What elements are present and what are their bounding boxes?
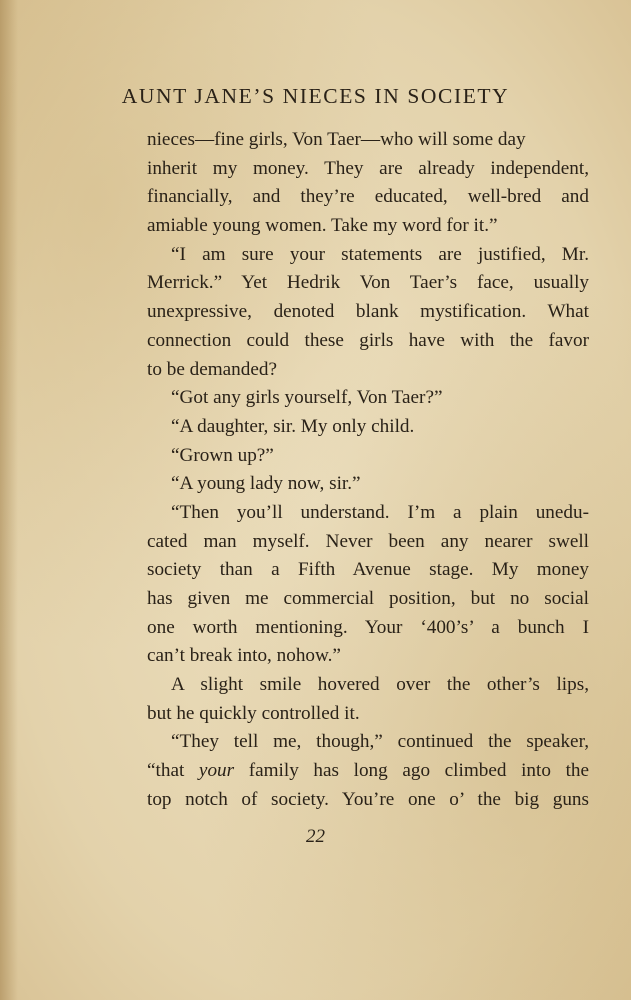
- text-line: to be demanded?: [147, 358, 277, 380]
- text-segment: “that: [147, 760, 199, 782]
- text-line: but he quickly controlled it.: [147, 702, 360, 724]
- text-line: “They tell me, though,” continued the speaker,: [171, 731, 589, 753]
- text-line: [147, 757, 589, 786]
- italic-emphasis: your: [198, 760, 235, 782]
- text-line: nieces—fine girls, Von Taer—who will some day: [147, 129, 526, 150]
- text-line: cated man myself. Never been any nearer swell: [147, 530, 589, 552]
- text-line: top notch of society. You’re one o’ the big guns: [147, 788, 589, 810]
- text-line: “I am sure your statements are justified, Mr.: [171, 243, 589, 265]
- text-line: can’t break into, nohow.”: [147, 645, 341, 667]
- text-line: “A daughter, sir. My only child.: [171, 415, 415, 437]
- text-line: amiable young women. Take my word for it.”: [147, 215, 498, 237]
- text-line: Merrick.” Yet Hedrik Von Taer’s face, usually: [147, 272, 589, 294]
- text-line: “Grown up?”: [171, 444, 274, 466]
- text-segment: family has long ago climbed into the: [234, 760, 590, 782]
- text-line: has given me commercial position, but no social: [147, 588, 589, 609]
- text-line: one worth mentioning. Your ‘400’s’ a bunch I: [147, 616, 589, 638]
- text-line: A slight smile hovered over the other’s lips,: [171, 674, 589, 696]
- running-head: AUNT JANE’S NIECES IN SOCIETY: [121, 84, 510, 108]
- text-line: “Then you’ll understand. I’m a plain unedu-: [171, 501, 589, 523]
- text-line: unexpressive, denoted blank mystification. What: [147, 301, 589, 323]
- text-line: society than a Fifth Avenue stage. My money: [147, 559, 589, 581]
- page-number: 22: [306, 826, 325, 847]
- text-line: “A young lady now, sir.”: [171, 473, 361, 495]
- text-line: connection could these girls have with the favor: [147, 329, 589, 351]
- text-line: financially, and they’re educated, well-bred and: [147, 186, 589, 208]
- body-text: [147, 126, 589, 815]
- text-line: “Got any girls yourself, Von Taer?”: [171, 387, 443, 409]
- text-line: inherit my money. They are already independent,: [147, 157, 589, 179]
